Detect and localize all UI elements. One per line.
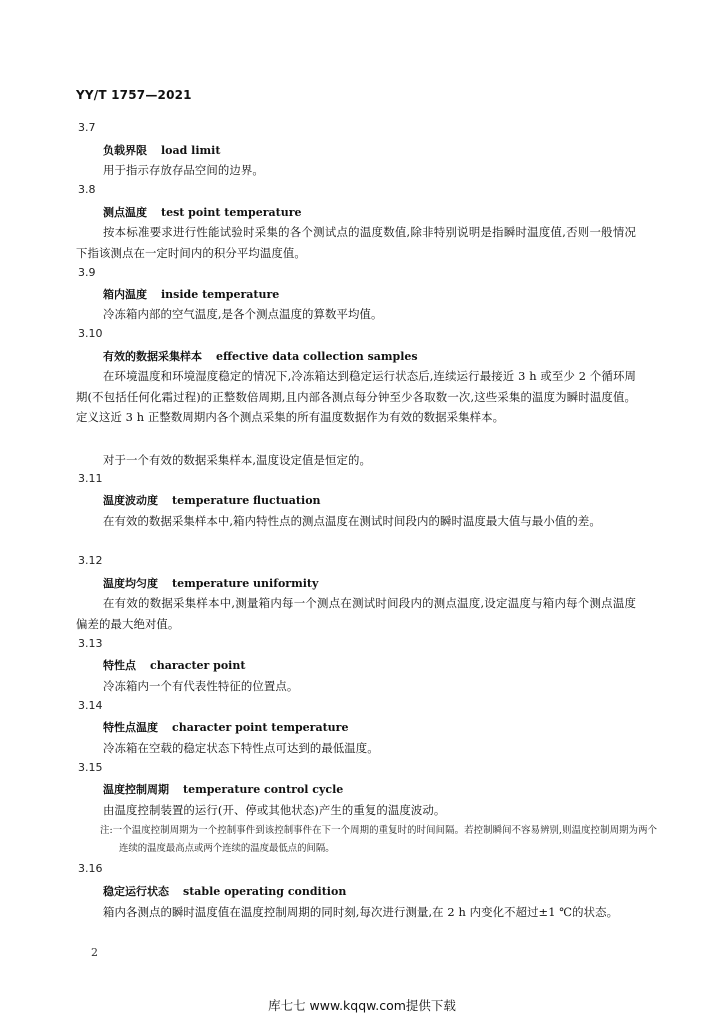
definition: 用于指示存放存品空间的边界。 (103, 163, 264, 177)
term-heading (103, 883, 346, 899)
term-zh: 温度波动度 (103, 494, 158, 507)
clause-number: 3.11 (78, 472, 103, 485)
page-number: 2 (91, 946, 98, 959)
definition: 按本标准要求进行性能试验时采集的各个测试点的温度数值,除非特别说明是指瞬时温度值,否则一般情况下指该测点在一定时间内的积分平均温度值。 (76, 225, 636, 260)
term-zh: 温度控制周期 (103, 783, 169, 796)
definition: 冷冻箱在空载的稳定状态下特性点可达到的最低温度。 (103, 741, 379, 755)
term-zh: 特性点温度 (103, 721, 158, 734)
term-zh: 稳定运行状态 (103, 885, 169, 898)
term-zh: 有效的数据采集样本 (103, 350, 202, 363)
definition-supplement: 对于一个有效的数据采集样本,温度设定值是恒定的。 (103, 453, 372, 467)
term-heading (103, 348, 418, 364)
term-heading (103, 142, 220, 158)
clause-number: 3.9 (78, 266, 96, 279)
definition: 冷冻箱内一个有代表性特征的位置点。 (103, 679, 299, 693)
term-en: effective data collection samples (216, 350, 418, 363)
term-en: stable operating condition (183, 885, 347, 898)
term-en: temperature control cycle (183, 783, 344, 796)
clause-number: 3.10 (78, 327, 103, 340)
clause-number: 3.15 (78, 761, 103, 774)
term-en: inside temperature (161, 288, 280, 301)
term-heading (103, 286, 279, 302)
term-zh: 测点温度 (103, 206, 147, 219)
term-heading (103, 575, 318, 591)
term-heading (103, 492, 321, 508)
term-heading (103, 657, 245, 673)
clause-number: 3.16 (78, 862, 103, 875)
term-en: character point temperature (172, 721, 349, 734)
term-heading (103, 204, 302, 220)
definition: 冷冻箱内部的空气温度,是各个测点温度的算数平均值。 (103, 307, 383, 321)
term-en: character point (150, 659, 246, 672)
term-en: temperature fluctuation (172, 494, 321, 507)
clause-number: 3.7 (78, 121, 96, 134)
standard-code: YY/T 1757—2021 (76, 88, 192, 102)
term-zh: 特性点 (103, 659, 136, 672)
definition: 在有效的数据采集样本中,箱内特性点的测点温度在测试时间段内的瞬时温度最大值与最小值的差。 (103, 514, 601, 528)
term-zh: 负载界限 (103, 144, 147, 157)
definition: 由温度控制装置的运行(开、停或其他状态)产生的重复的温度波动。 (103, 803, 446, 817)
term-en: load limit (161, 144, 221, 157)
clause-number: 3.8 (78, 183, 96, 196)
term-zh: 温度均匀度 (103, 577, 158, 590)
term-en: temperature uniformity (172, 577, 319, 590)
term-en: test point temperature (161, 206, 302, 219)
clause-number: 3.14 (78, 699, 103, 712)
note: 注:一个温度控制周期为一个控制事件到该控制事件在下一个周期的重复时的时间间隔。若控制瞬间不容易辨别,则温度控制周期为两个连续的温度最高点或两个连续的温度最低点的间隔。 (100, 825, 657, 854)
term-heading (103, 719, 348, 735)
term-heading (103, 781, 343, 797)
clause-number: 3.12 (78, 554, 103, 567)
download-footer: 库七七 www.kqqw.com提供下载 (268, 998, 456, 1013)
term-zh: 箱内温度 (103, 288, 147, 301)
definition: 在环境温度和环境湿度稳定的情况下,冷冻箱达到稳定运行状态后,连续运行最接近 3 h 或至少 2 个循环周期(不包括任何化霜过程)的正整数倍周期,且内部各测点每分钟至少各取数一次,这些采集的温度为瞬时温度值。定义这近 3 h 正整数周期内各个测点采集的所有温度数据作为有效的数据采集样本。 (76, 369, 636, 424)
definition: 在有效的数据采集样本中,测量箱内每一个测点在测试时间段内的测点温度,设定温度与箱内每个测点温度偏差的最大绝对值。 (76, 596, 636, 631)
definition: 箱内各测点的瞬时温度值在温度控制周期的同时刻,每次进行测量,在 2 h 内变化不超过±1 ℃的状态。 (103, 905, 619, 919)
clause-number: 3.13 (78, 637, 103, 650)
